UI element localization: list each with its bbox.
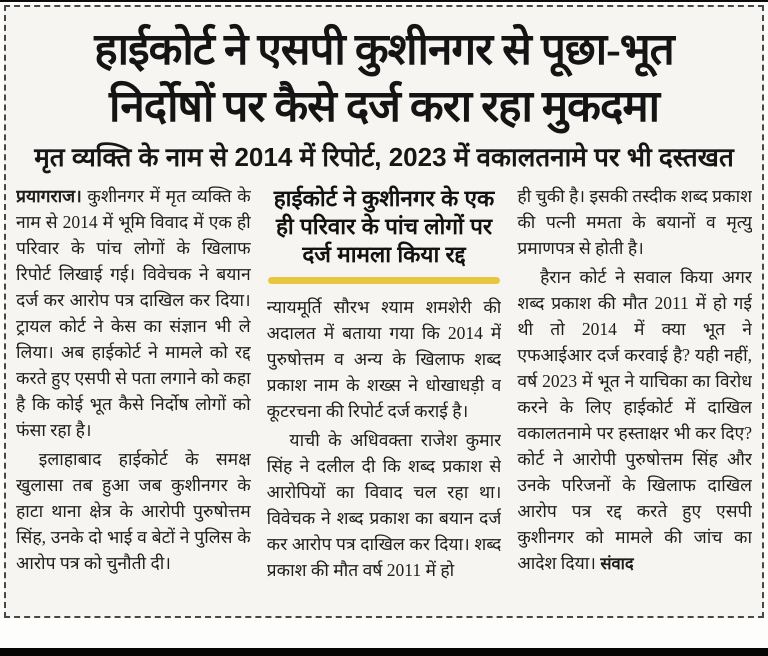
correspondent-tag: संवाद <box>600 555 634 574</box>
highlight-underline <box>268 277 501 284</box>
article-subheadline: मृत व्यक्ति के नाम से 2014 में रिपोर्ट, 2023 में वकालतनामे पर भी दस्तखत <box>34 142 734 173</box>
paragraph-text: कुशीनगर में मृत व्यक्ति के नाम से 2014 में भूमि विवाद में एक ही परिवार के पांच लोगों के खिलाफ रिपोर्ट लिखाई गई। विवेचक ने बयान दर्ज कर आरोप पत्र दाखिल कर दिया। ट्रायल कोर्ट ने केस का संज्ञान भी ले लिया। अब हाईकोर्ट ने मामले को रद्द करते हुए एसपी से पता लगाने को कहा है कि कोई भूत कैसे निर्दोष लोगों को फंसा रहा है। <box>16 186 251 441</box>
headline-line-1: हाईकोर्ट ने एसपी कुशीनगर से पूछा-भूत <box>94 25 674 74</box>
newspaper-clipping <box>4 5 764 618</box>
column-3 <box>517 183 752 586</box>
body-paragraph <box>517 264 752 577</box>
bottom-letterbox-band <box>0 648 768 656</box>
dateline: प्रयागराज। <box>16 186 82 207</box>
column-1 <box>16 183 251 586</box>
body-paragraph: इलाहाबाद हाईकोर्ट के समक्ष खुलासा तब हुआ जब कुशीनगर के हाटा थाना क्षेत्र के आरोपी पुरुषोत्तम सिंह, उनके दो भाई व बेटों ने पुलिस के आरोप पत्र को चुनौती दी। <box>16 449 251 574</box>
article-body-columns <box>16 183 752 586</box>
top-letterbox-line <box>0 0 768 2</box>
column-2 <box>267 183 502 586</box>
body-paragraph: याची के अधिवक्ता राजेश कुमार सिंह ने दलील दी कि शब्द प्रकाश से आरोपियों का विवाद चल रहा था। विवेचक ने शब्द प्रकाश का बयान दर्ज कर आरोप पत्र दाखिल कर दिया। शब्द प्रकाश की मौत वर्ष 2011 में हो <box>266 430 502 581</box>
article-headline <box>16 21 752 135</box>
body-paragraph <box>16 183 251 443</box>
inset-headline: हाईकोर्ट ने कुशीनगर के एक ही परिवार के पांच लोगों पर दर्ज मामला किया रद्द <box>273 186 495 268</box>
headline-line-2: निर्दोषों पर कैसे दर्ज करा रहा मुकदमा <box>108 82 660 132</box>
body-paragraph: ही चुकी है। इसकी तस्दीक शब्द प्रकाश की पत्नी ममता के बयानों व मृत्यु प्रमाणपत्र से होती है। <box>517 186 753 259</box>
paragraph-text: हैरान कोर्ट ने सवाल किया अगर शब्द प्रकाश की मौत 2011 में हो गई थी तो 2014 में क्या भूत ने एफआईआर दर्ज करवाई है? यही नहीं, वर्ष 2023 में भूत ने याचिका का विरोध करने के लिए हाईकोर्ट में दाखिल वकालतनामे पर हस्ताक्षर भी कर दिए? कोर्ट ने आरोपी पुरुषोत्तम सिंह और उनके परिजनों के खिलाफ दाखिल आरोप पत्र रद्द करते हुए एसपी कुशीनगर को मामले की जांच का आदेश दिया। <box>517 267 753 574</box>
body-paragraph: न्यायमूर्ति सौरभ श्याम शमशेरी की अदालत में बताया गया कि 2014 में पुरुषोत्तम व अन्य के खिलाफ शब्द प्रकाश नाम के शख्स ने धोखाधड़ी व कूटरचना की रिपोर्ट दर्ज कराई है। <box>266 297 502 422</box>
